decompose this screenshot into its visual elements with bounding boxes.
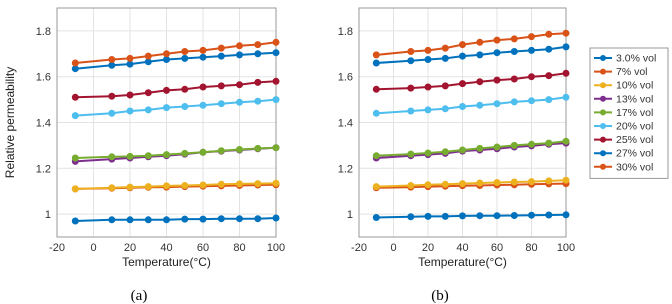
y-tick-label: 1.6 [35, 71, 51, 84]
data-point [145, 53, 151, 59]
legend-entry-label: 3.0% vol [616, 52, 657, 65]
data-point [145, 90, 151, 96]
data-point [218, 148, 224, 154]
data-point [127, 92, 133, 98]
data-point [442, 55, 448, 61]
data-point [373, 153, 379, 159]
x-tick-label: 20 [123, 242, 137, 254]
data-point [255, 145, 261, 151]
data-point [460, 53, 466, 59]
legend-marker [600, 150, 606, 156]
data-point [408, 214, 414, 220]
x-tick-label: 80 [233, 242, 246, 254]
data-point [109, 62, 115, 68]
data-point [494, 213, 500, 219]
legend-entry-label: 7% vol [616, 66, 648, 79]
data-point [109, 217, 115, 223]
data-point [460, 42, 466, 48]
data-point [109, 93, 115, 99]
x-axis-label: Temperature(°C) [122, 255, 211, 269]
data-point [164, 51, 170, 57]
data-point [460, 181, 466, 187]
data-point [477, 52, 483, 58]
data-point [494, 50, 500, 56]
caption-b: (b) [431, 288, 449, 304]
legend-marker [600, 109, 606, 115]
series-line-7 [376, 73, 566, 89]
y-tick-label: 1.4 [337, 117, 353, 130]
legend-entry-label: 17% vol [616, 106, 654, 119]
data-point [109, 57, 115, 63]
series-line-1 [376, 215, 566, 218]
data-point [182, 104, 188, 110]
data-point [511, 213, 517, 219]
data-point [408, 183, 414, 189]
data-point [425, 57, 431, 63]
data-point [72, 155, 78, 161]
legend-marker [600, 55, 606, 61]
data-point [164, 87, 170, 93]
data-point [273, 215, 279, 221]
data-point [373, 215, 379, 221]
data-point [182, 49, 188, 55]
data-point [145, 107, 151, 113]
data-point [182, 183, 188, 189]
legend-marker [600, 164, 606, 170]
data-point [477, 145, 483, 151]
series-line-7 [75, 81, 276, 97]
data-point [494, 77, 500, 83]
data-point [529, 212, 535, 218]
data-point [373, 110, 379, 116]
data-point [273, 50, 279, 56]
data-point [218, 53, 224, 59]
data-point [164, 217, 170, 223]
data-point [237, 216, 243, 222]
data-point [200, 102, 206, 108]
data-point [563, 177, 569, 183]
data-point [218, 83, 224, 89]
data-point [442, 106, 448, 112]
series-line-5 [376, 141, 566, 155]
data-point [200, 216, 206, 222]
data-point [145, 59, 151, 65]
data-point [145, 153, 151, 159]
data-point [546, 73, 552, 79]
data-point [237, 82, 243, 88]
data-point [237, 99, 243, 105]
data-point [442, 181, 448, 187]
data-point [182, 86, 188, 92]
data-point [182, 216, 188, 222]
data-point [511, 49, 517, 55]
x-tick-label: 60 [490, 242, 504, 254]
data-point [164, 183, 170, 189]
data-point [563, 30, 569, 36]
data-point [164, 105, 170, 111]
x-tick-label: 40 [456, 242, 469, 254]
data-point [237, 147, 243, 153]
data-point [255, 98, 261, 104]
chart-panel-b [338, 8, 575, 269]
data-point [460, 104, 466, 110]
y-tick-label: 1 [346, 209, 353, 222]
series-line-6 [75, 100, 276, 116]
data-point [477, 39, 483, 45]
data-point [425, 47, 431, 53]
x-tick-label: 0 [90, 242, 97, 254]
y-tick-label: 1 [44, 209, 51, 222]
data-point [511, 99, 517, 105]
data-point [546, 46, 552, 52]
data-point [200, 84, 206, 90]
data-point [494, 101, 500, 107]
data-point [442, 213, 448, 219]
y-tick-label: 1.8 [337, 25, 353, 38]
data-point [408, 58, 414, 64]
data-point [273, 180, 279, 186]
data-point [72, 60, 78, 66]
data-point [546, 31, 552, 37]
data-point [511, 142, 517, 148]
data-point [218, 45, 224, 51]
data-point [255, 51, 261, 57]
data-point [563, 44, 569, 50]
legend-entry-label: 30% vol [616, 161, 654, 174]
data-point [373, 86, 379, 92]
data-point [200, 182, 206, 188]
series-line-6 [376, 97, 566, 113]
data-point [563, 212, 569, 218]
data-point [109, 110, 115, 116]
data-point [529, 74, 535, 80]
data-point [255, 79, 261, 85]
data-point [72, 218, 78, 224]
data-point [477, 180, 483, 186]
data-point [442, 83, 448, 89]
data-point [200, 149, 206, 155]
data-point [494, 180, 500, 186]
data-point [425, 213, 431, 219]
legend-marker [600, 123, 606, 129]
data-point [109, 185, 115, 191]
y-tick-label: 1.2 [337, 163, 353, 176]
data-point [164, 152, 170, 158]
data-point [127, 108, 133, 114]
data-point [218, 216, 224, 222]
data-point [255, 181, 261, 187]
x-axis-label: Temperature(°C) [418, 255, 507, 269]
series-line-9 [376, 33, 566, 55]
data-point [511, 179, 517, 185]
y-tick-label: 1.8 [35, 25, 51, 38]
legend-entry-label: 13% vol [616, 93, 654, 106]
caption-a: (a) [130, 288, 148, 304]
data-point [477, 102, 483, 108]
data-point [425, 150, 431, 156]
data-point [182, 150, 188, 156]
data-point [273, 145, 279, 151]
legend-entry-label: 25% vol [616, 134, 654, 147]
x-tick-label: -20 [49, 242, 65, 254]
data-point [127, 217, 133, 223]
x-tick-label: 100 [556, 242, 576, 254]
data-point [218, 181, 224, 187]
data-point [442, 149, 448, 155]
data-point [72, 186, 78, 192]
data-point [546, 212, 552, 218]
data-point [563, 70, 569, 76]
legend-marker [600, 96, 606, 102]
series-line-1 [75, 218, 276, 221]
data-point [72, 94, 78, 100]
data-point [273, 39, 279, 45]
data-point [425, 84, 431, 90]
data-point [460, 147, 466, 153]
legend-entry-label: 20% vol [616, 120, 654, 133]
data-point [425, 182, 431, 188]
data-point [477, 79, 483, 85]
data-point [72, 66, 78, 72]
legend-entry-label: 10% vol [616, 79, 654, 92]
legend-marker [600, 69, 606, 75]
data-point [373, 52, 379, 58]
data-point [442, 45, 448, 51]
data-point [373, 60, 379, 66]
chart-panel-a [3, 8, 285, 269]
data-point [477, 213, 483, 219]
data-point [237, 52, 243, 58]
data-point [529, 179, 535, 185]
data-point [127, 61, 133, 67]
data-point [145, 217, 151, 223]
data-point [425, 107, 431, 113]
legend [590, 48, 668, 178]
y-tick-label: 1.4 [35, 117, 51, 130]
data-point [529, 141, 535, 147]
data-point [511, 36, 517, 42]
y-axis-label: Relative permeability [3, 66, 17, 179]
data-point [255, 42, 261, 48]
data-point [494, 37, 500, 43]
y-tick-label: 1.2 [35, 163, 51, 176]
x-tick-label: 100 [266, 242, 286, 254]
legend-marker [600, 82, 606, 88]
data-point [200, 47, 206, 53]
data-point [511, 76, 517, 82]
data-point [127, 184, 133, 190]
data-point [237, 181, 243, 187]
x-tick-label: -20 [351, 242, 367, 254]
data-point [546, 178, 552, 184]
data-point [109, 154, 115, 160]
data-point [546, 140, 552, 146]
series-line-4 [376, 143, 566, 158]
x-tick-label: 20 [421, 242, 435, 254]
data-point [408, 108, 414, 114]
data-point [273, 78, 279, 84]
data-point [237, 43, 243, 49]
legend-entry-label: 27% vol [616, 147, 654, 160]
data-point [182, 55, 188, 61]
data-point [408, 49, 414, 55]
data-point [408, 151, 414, 157]
data-point [273, 97, 279, 103]
series-line-8 [376, 47, 566, 63]
data-point [145, 184, 151, 190]
data-point [563, 94, 569, 100]
data-point [546, 97, 552, 103]
data-point [373, 184, 379, 190]
data-point [460, 81, 466, 87]
data-point [200, 54, 206, 60]
data-point [563, 138, 569, 144]
data-point [529, 34, 535, 40]
x-tick-label: 40 [160, 242, 173, 254]
data-point [127, 55, 133, 61]
data-point [460, 213, 466, 219]
data-point [255, 216, 261, 222]
data-point [127, 153, 133, 159]
data-point [529, 98, 535, 104]
x-tick-label: 80 [525, 242, 538, 254]
data-point [218, 101, 224, 107]
y-tick-label: 1.6 [337, 71, 353, 84]
series-line-5 [75, 148, 276, 158]
data-point [164, 57, 170, 63]
data-point [408, 85, 414, 91]
data-point [494, 144, 500, 150]
data-point [529, 47, 535, 53]
x-tick-label: 0 [390, 242, 397, 254]
data-point [72, 113, 78, 119]
x-tick-label: 60 [196, 242, 210, 254]
legend-marker [600, 137, 606, 143]
